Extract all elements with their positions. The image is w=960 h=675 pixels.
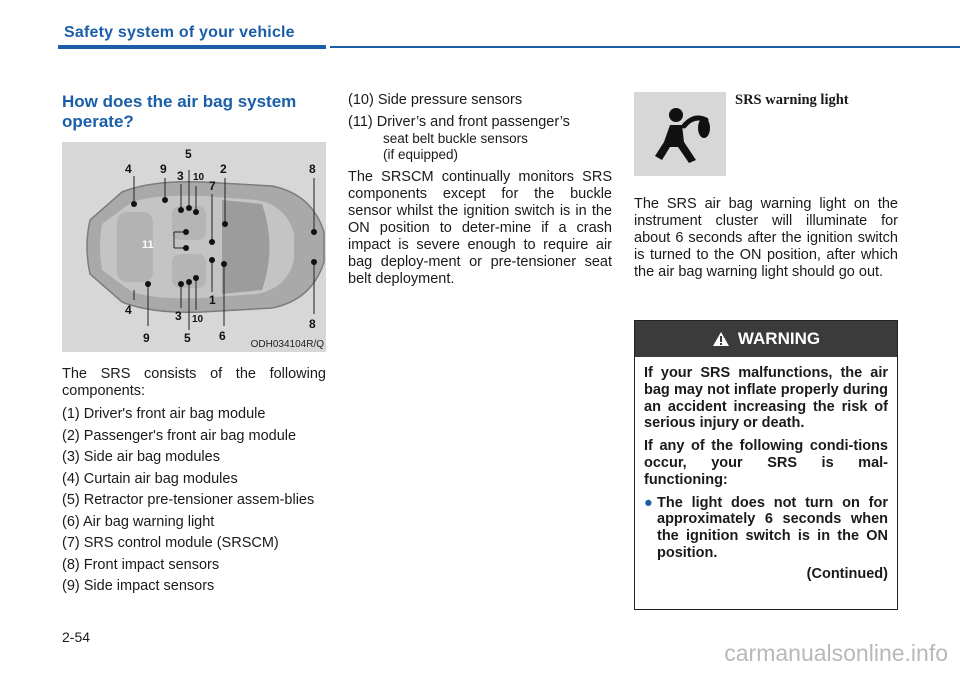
section-heading: How does the air bag system operate?: [62, 92, 297, 131]
continued-label: (Continued): [806, 565, 888, 582]
column-left: [62, 92, 326, 600]
list-item: (10) Side pressure sensors: [348, 92, 523, 108]
list-item: (7) SRS control module (SRSCM): [62, 535, 279, 551]
label-3-top: 3: [177, 169, 184, 183]
label-7: 7: [209, 179, 216, 193]
header-rule-thin: [330, 46, 960, 48]
warning-box: [634, 320, 898, 610]
warning-header: [635, 321, 897, 357]
list-item-text: (11) Driver’s and front passenger’s: [348, 114, 570, 130]
component-list: [62, 406, 326, 595]
page-number: 2-54: [62, 629, 91, 645]
warning-paragraph-2: If any of the following condi-tions occur, your SRS is mal-functioning:: [644, 438, 888, 488]
label-4-top: 4: [125, 162, 132, 176]
warning-body: [635, 357, 897, 583]
airbag-layout-figure: [62, 142, 326, 352]
intro-paragraph: The SRS consists of the following components:: [62, 366, 326, 399]
list-item: (5) Retractor pre-tensioner assem-blies: [62, 492, 315, 508]
label-2: 2: [220, 162, 227, 176]
label-10-top: 10: [193, 172, 205, 183]
label-1: 1: [209, 293, 216, 307]
warning-label: WARNING: [737, 329, 821, 348]
watermark: carmanualsonline.info: [724, 640, 948, 666]
dashboard: [222, 200, 270, 294]
list-item: (6) Air bag warning light: [62, 513, 215, 530]
component-list-continued: [348, 92, 612, 163]
label-4-bottom: 4: [125, 303, 132, 317]
label-8-top: 8: [309, 162, 316, 176]
label-8-bottom: 8: [309, 317, 316, 331]
list-item: (1) Driver's front air bag module: [62, 406, 266, 422]
srs-warning-light-paragraph: The SRS air bag warning light on the instrument cluster will illuminate for about 6 seconds after the ignition switch is turned to the ON position, after which the air bag warning light should go out.: [634, 196, 898, 280]
label-3-bottom: 3: [175, 309, 182, 323]
warning-paragraph-1: If your SRS malfunctions, the air bag may not inflate properly during an accident increasing the risk of serious injury or death.: [644, 365, 888, 432]
warning-bullet-text: The light does not turn on for approximately 6 seconds when the ignition switch is in the ON position.: [657, 494, 888, 561]
list-item: (4) Curtain air bag modules: [62, 470, 238, 487]
list-item-subline: (if equipped): [383, 147, 459, 162]
label-9-bottom: 9: [143, 331, 150, 345]
airbag-warning-icon: [634, 92, 726, 176]
car-topview-illustration: [62, 142, 326, 352]
srscm-paragraph: The SRSCM continually monitors SRS components except for the buckle sensor whilst the ignition switch is in the ON position to deter-mine if a crash impact is severe enough to require air bag deploy-ment or pre-tensioner seat belt deployment.: [348, 169, 612, 287]
list-item: (3) Side air bag modules: [62, 449, 220, 465]
bullet-dot-icon: ●: [644, 494, 653, 511]
label-5-bottom: 5: [184, 331, 191, 345]
list-item-subline: seat belt buckle sensors: [383, 131, 528, 146]
column-middle: [348, 92, 612, 288]
section-header-title: Safety system of your vehicle: [64, 24, 295, 41]
warning-bullet: [644, 495, 888, 562]
list-item: [348, 114, 612, 163]
header-rule-thick: [58, 45, 326, 49]
warning-triangle-icon: [712, 331, 730, 347]
label-6: 6: [219, 329, 226, 343]
figure-caption: ODH034104R/Q: [250, 339, 324, 350]
list-item: (8) Front impact sensors: [62, 556, 220, 573]
list-item: (9) Side impact sensors: [62, 578, 215, 594]
front-seat-passenger: [172, 206, 206, 240]
label-9-top: 9: [160, 162, 167, 176]
label-10-bottom: 10: [192, 314, 204, 325]
list-item: (2) Passenger's front air bag module: [62, 427, 297, 444]
label-5-top: 5: [185, 147, 192, 161]
srs-warning-light-title: SRS warning light: [735, 92, 849, 108]
label-11: 11: [142, 239, 154, 251]
